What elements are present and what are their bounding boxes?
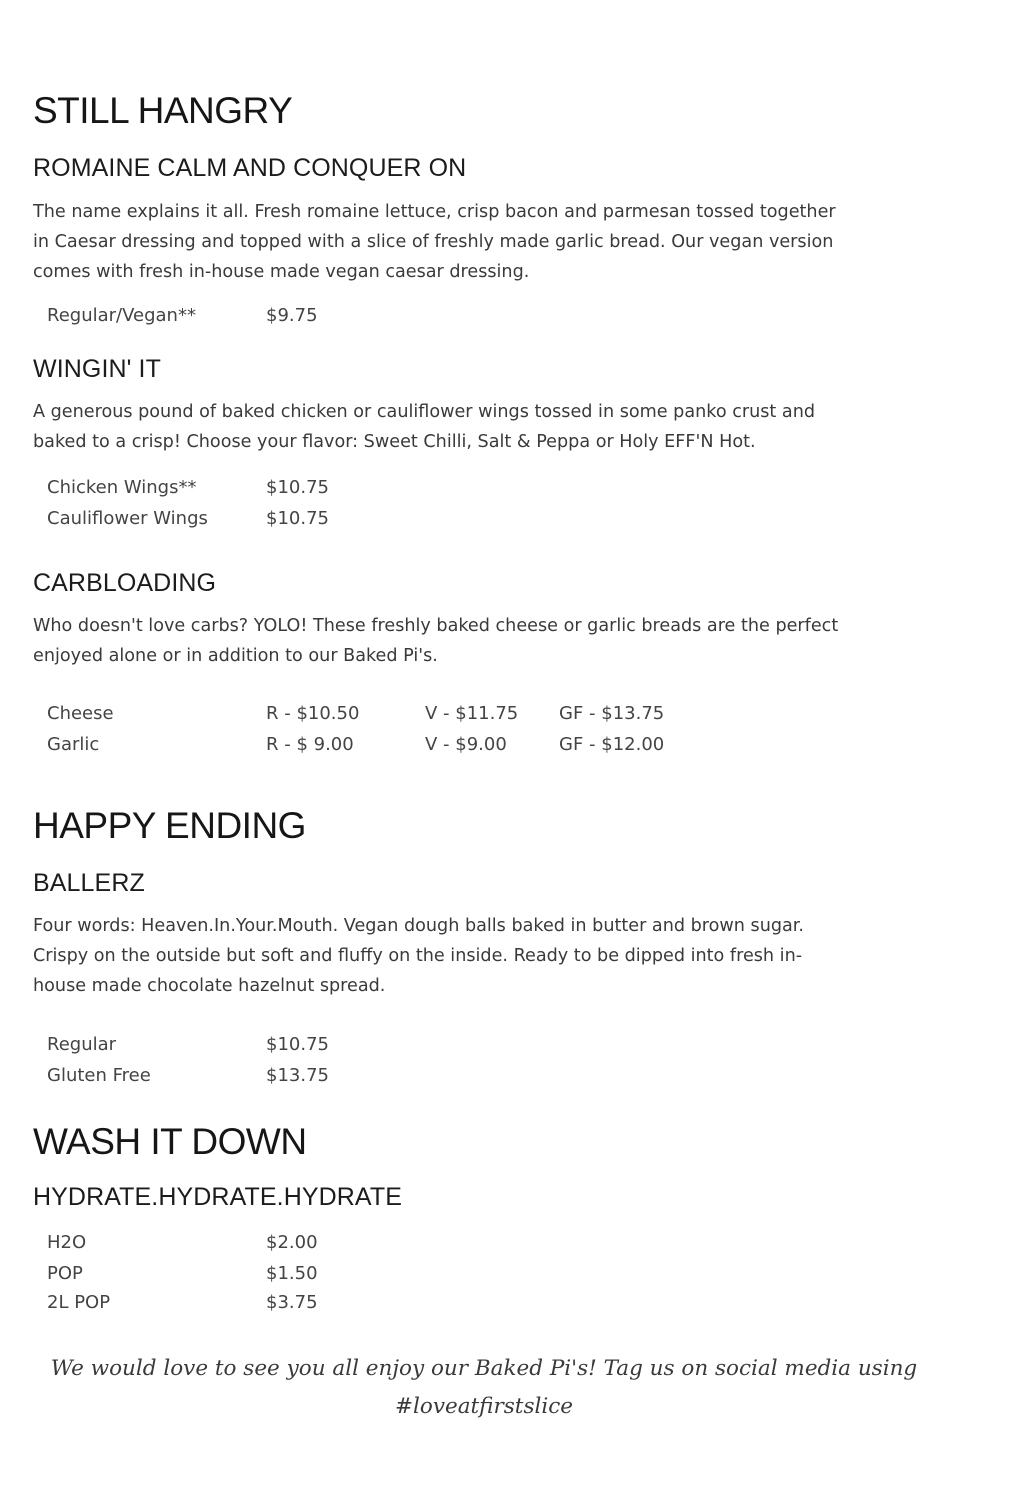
price-regular: R - $ 9.00 <box>266 734 354 755</box>
price-label: Cheese <box>47 703 114 724</box>
price-label: POP <box>47 1263 83 1284</box>
description-line: Who doesn't love carbs? YOLO! These freshly baked cheese or garlic breads are the perfect <box>33 616 839 636</box>
price-label: Regular/Vegan** <box>47 305 196 326</box>
price-label: Regular <box>47 1034 117 1055</box>
item-title: CARBLOADING <box>33 569 217 597</box>
description-line: house made chocolate hazelnut spread. <box>33 976 386 996</box>
price-value: $13.75 <box>266 1065 329 1086</box>
description-line: Four words: Heaven.In.Your.Mouth. Vegan dough balls baked in butter and brown sugar. <box>33 916 805 936</box>
item-title: BALLERZ <box>33 869 145 897</box>
description-line: in Caesar dressing and topped with a slice of freshly made garlic bread. Our vegan version <box>33 232 834 252</box>
item-title: WINGIN' IT <box>33 355 161 383</box>
item-description <box>33 397 943 457</box>
item-description <box>33 611 943 671</box>
price-regular: R - $10.50 <box>266 703 360 724</box>
price-label: Cauliflower Wings <box>47 508 208 529</box>
price-value: $10.75 <box>266 1034 329 1055</box>
description-line: enjoyed alone or in addition to our Baked Pi's. <box>33 646 438 666</box>
price-value: $2.00 <box>266 1232 318 1253</box>
price-label: H2O <box>47 1232 87 1253</box>
section-title: HAPPY ENDING <box>33 805 306 846</box>
item-description <box>33 911 943 1001</box>
price-label: Garlic <box>47 734 100 755</box>
footer-hashtag: #loveatfirstslice <box>394 1394 573 1419</box>
price-vegan: V - $11.75 <box>425 703 519 724</box>
price-label: Gluten Free <box>47 1065 151 1086</box>
price-value: $10.75 <box>266 477 329 498</box>
price-gluten-free: GF - $13.75 <box>559 703 665 724</box>
price-label: 2L POP <box>47 1292 111 1313</box>
item-description <box>33 197 943 287</box>
section-title: STILL HANGRY <box>33 90 293 131</box>
item-title: HYDRATE.HYDRATE.HYDRATE <box>33 1183 402 1211</box>
price-value: $10.75 <box>266 508 329 529</box>
price-value: $9.75 <box>266 305 318 326</box>
description-line: Crispy on the outside but soft and fluffy on the inside. Ready to be dipped into fresh in- <box>33 946 803 966</box>
price-value: $3.75 <box>266 1292 318 1313</box>
description-line: The name explains it all. Fresh romaine lettuce, crisp bacon and parmesan tossed together <box>33 202 836 222</box>
description-line: baked to a crisp! Choose your flavor: Sweet Chilli, Salt & Peppa or Holy EFF'N Hot. <box>33 432 756 452</box>
price-label: Chicken Wings** <box>47 477 197 498</box>
description-line: comes with fresh in-house made vegan caesar dressing. <box>33 262 530 282</box>
footer-message: We would love to see you all enjoy our Baked Pi's! Tag us on social media using <box>50 1356 918 1381</box>
price-value: $1.50 <box>266 1263 318 1284</box>
item-title: ROMAINE CALM AND CONQUER ON <box>33 154 467 182</box>
price-gluten-free: GF - $12.00 <box>559 734 665 755</box>
description-line: A generous pound of baked chicken or cauliflower wings tossed in some panko crust and <box>33 402 816 422</box>
section-title: WASH IT DOWN <box>33 1121 307 1162</box>
price-vegan: V - $9.00 <box>425 734 507 755</box>
